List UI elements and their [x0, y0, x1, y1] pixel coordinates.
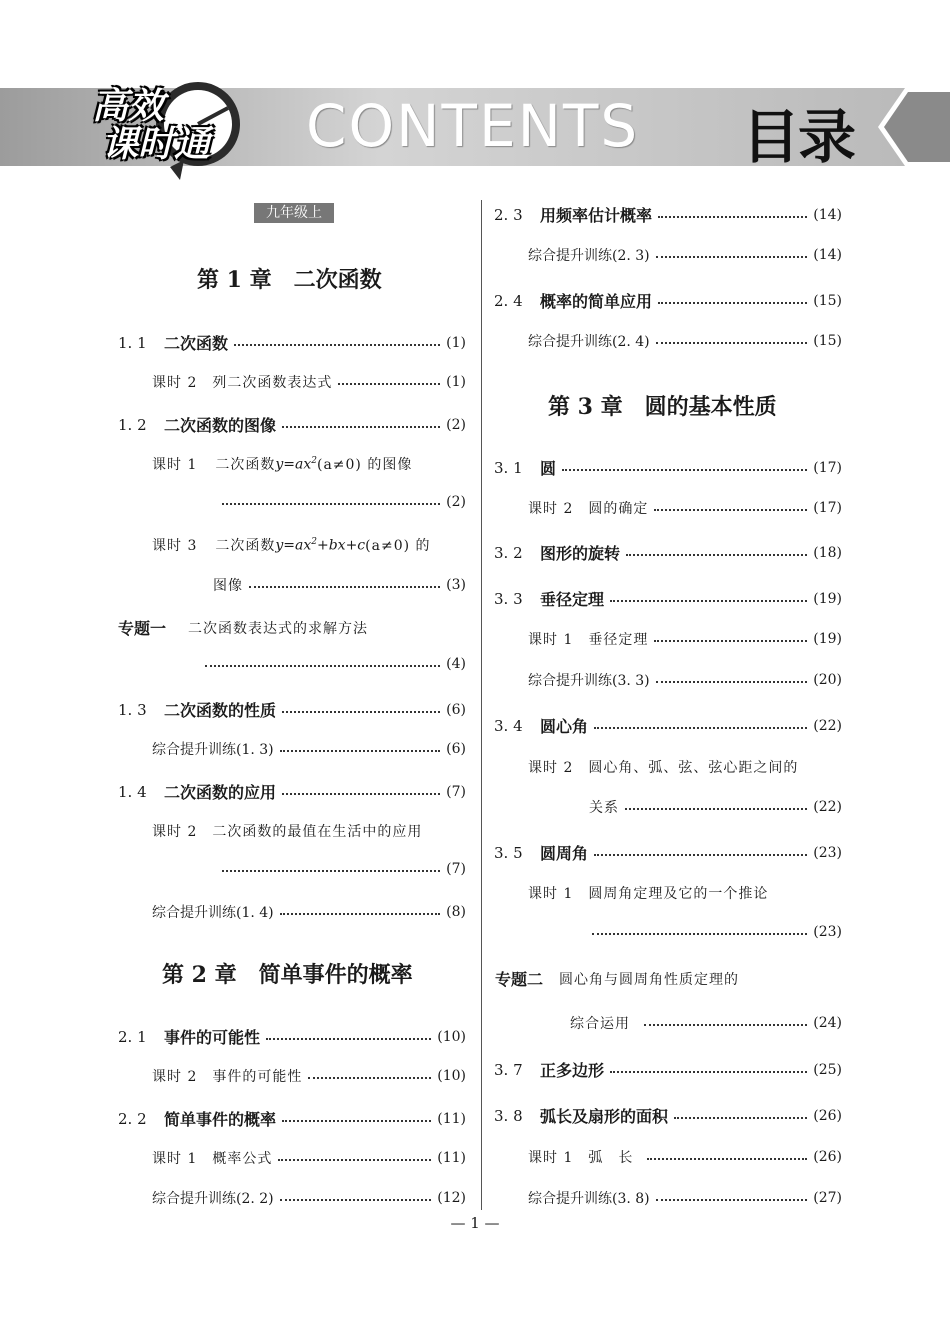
practice-title: 综合提升训练(2. 3) — [528, 248, 650, 264]
dot-leader — [282, 793, 440, 795]
toc-topic-1[interactable] — [118, 616, 368, 639]
toc-entry-3-3[interactable] — [494, 587, 842, 610]
toc-entry-1-4-z[interactable] — [152, 902, 466, 922]
page-number: (6) — [446, 701, 466, 718]
dot-leader — [266, 1038, 431, 1040]
toc-entry-1-4-k2[interactable] — [152, 821, 422, 841]
dot-leader — [592, 933, 807, 935]
lesson-title-b: 关系 — [589, 800, 619, 816]
contents-word: CONTENTS — [306, 92, 640, 160]
section-title: 概率的简单应用 — [540, 292, 653, 311]
topic-title-a: 圆心角与圆周角性质定理的 — [559, 971, 740, 988]
page-number: (7) — [446, 783, 466, 800]
dot-leader — [656, 342, 808, 344]
toc-entry-3-5-k1-leader — [592, 924, 842, 940]
lesson-title-a: 二次函数 — [215, 538, 276, 554]
practice-title: 综合提升训练(1. 3) — [152, 742, 274, 758]
dot-leader — [282, 426, 440, 428]
dot-leader — [338, 383, 440, 385]
column-divider — [481, 200, 482, 1210]
toc-entry-1-2[interactable] — [118, 413, 466, 436]
page-number: (15) — [813, 292, 842, 309]
dot-leader — [282, 711, 440, 713]
section-title: 二次函数的图像 — [164, 416, 277, 435]
dot-leader — [280, 1199, 432, 1201]
lesson-title: 课时 1 圆周角定理及它的一个推论 — [528, 886, 769, 902]
grade-badge: 九年级上 — [254, 203, 334, 223]
toc-entry-1-1[interactable] — [118, 331, 466, 354]
section-title: 圆周角 — [540, 844, 589, 863]
page-number: (2) — [446, 416, 466, 433]
toc-entry-3-5-k1[interactable] — [528, 883, 768, 903]
page-number: (6) — [446, 741, 466, 757]
formula-y-ax2-bx-c: $y=ax^2+bx+c$ — [275, 536, 366, 554]
toc-entry-1-4[interactable] — [118, 780, 466, 803]
section-title: 正多边形 — [540, 1061, 605, 1080]
practice-title: 综合提升训练(2. 4) — [528, 334, 650, 350]
practice-title: 综合提升训练(2. 2) — [152, 1191, 274, 1207]
lesson-title: 课时 1 弧 长 — [528, 1150, 634, 1166]
section-number: 3. 2 — [494, 543, 523, 562]
toc-entry-2-1-k2[interactable] — [152, 1066, 466, 1086]
toc-entry-2-2-k1[interactable] — [152, 1148, 466, 1168]
toc-entry-3-8-z[interactable] — [528, 1188, 842, 1208]
page-number: (19) — [813, 631, 842, 647]
toc-entry-3-4-k2[interactable] — [528, 757, 798, 777]
toc-entry-3-3-z[interactable] — [528, 670, 842, 690]
section-title: 弧长及扇形的面积 — [540, 1107, 669, 1126]
dot-leader — [658, 216, 807, 218]
toc-entry-3-8[interactable] — [494, 1104, 842, 1127]
section-number: 1. 3 — [118, 700, 147, 719]
topic-label: 专题一 — [118, 619, 167, 638]
section-number: 3. 4 — [494, 716, 523, 735]
dot-leader — [234, 344, 440, 346]
section-number: 3. 3 — [494, 589, 523, 608]
toc-topic-1-leader — [205, 656, 466, 672]
lesson-title: 课时 1 垂径定理 — [528, 632, 649, 648]
formula-y-ax2: $y=ax^2$ — [275, 455, 317, 473]
dot-leader — [674, 1117, 807, 1119]
page-footer-number: — 1 — — [450, 1214, 500, 1232]
toc-entry-3-1-k2[interactable] — [528, 498, 842, 518]
toc-entry-2-4[interactable] — [494, 289, 842, 312]
dot-leader — [222, 503, 440, 505]
page-number: (24) — [813, 1015, 842, 1031]
page-number: (22) — [813, 799, 842, 815]
toc-entry-3-8-k1[interactable] — [528, 1147, 842, 1167]
page-number: (19) — [813, 590, 842, 607]
topic-title: 二次函数表达式的求解方法 — [188, 620, 369, 637]
dot-leader — [610, 1071, 807, 1073]
page-number: (18) — [813, 544, 842, 561]
toc-entry-3-4[interactable] — [494, 714, 842, 737]
page-number: (25) — [813, 1061, 842, 1078]
dot-leader — [647, 1158, 807, 1160]
page-number: (1) — [446, 374, 466, 390]
dot-leader — [308, 1077, 431, 1079]
dot-leader — [625, 808, 807, 810]
mulu-title: 目录 — [742, 103, 855, 171]
dot-leader — [205, 665, 440, 667]
toc-entry-3-5[interactable] — [494, 841, 842, 864]
section-number: 1. 2 — [118, 415, 147, 434]
lesson-title-a: 课时 2 圆心角、弧、弦、弦心距之间的 — [528, 760, 799, 776]
dot-leader — [656, 1199, 808, 1201]
section-number: 3. 8 — [494, 1106, 523, 1125]
dot-leader — [282, 1120, 431, 1122]
toc-entry-3-7[interactable] — [494, 1058, 842, 1081]
section-title: 垂径定理 — [540, 590, 605, 609]
dot-leader — [280, 913, 441, 915]
page-number: (7) — [446, 861, 466, 877]
lesson-title: 课时 1 概率公式 — [152, 1151, 273, 1167]
chapter-2-title: 第 2 章 简单事件的概率 — [162, 962, 413, 988]
page-number: (14) — [813, 247, 842, 263]
page-number: (4) — [446, 656, 466, 672]
lesson-title-a: 二次函数 — [215, 457, 276, 473]
dot-leader — [594, 854, 807, 856]
section-title: 事件的可能性 — [164, 1028, 261, 1047]
lesson-title: 课时 2 列二次函数表达式 — [152, 375, 333, 391]
page-number: (26) — [813, 1107, 842, 1124]
topic-title-b: 综合运用 — [570, 1016, 630, 1032]
toc-topic-2[interactable] — [495, 967, 739, 990]
dot-leader — [562, 469, 807, 471]
toc-entry-3-2[interactable] — [494, 541, 842, 564]
section-number: 2. 1 — [118, 1027, 147, 1046]
chapter-3-title: 第 3 章 圆的基本性质 — [548, 394, 777, 420]
lesson-label: 课时 3 — [152, 538, 198, 554]
toc-entry-3-3-k1[interactable] — [528, 629, 842, 649]
lesson-title-b: (a≠0) 的图像 — [316, 457, 413, 473]
dot-leader — [644, 1024, 807, 1026]
section-title: 二次函数 — [164, 334, 229, 353]
lesson-title: 课时 2 圆的确定 — [528, 501, 649, 517]
lesson-title: 课时 2 事件的可能性 — [152, 1069, 303, 1085]
dot-leader — [249, 586, 440, 588]
dot-leader — [656, 681, 808, 683]
page-number: (17) — [813, 500, 842, 516]
toc-entry-1-3[interactable] — [118, 698, 466, 721]
section-number: 3. 7 — [494, 1060, 523, 1079]
section-title: 圆 — [540, 459, 557, 478]
toc-entry-1-2-k3-cont — [213, 575, 466, 595]
page-number: (23) — [813, 844, 842, 861]
page-number: (22) — [813, 717, 842, 734]
page-number: (23) — [813, 924, 842, 940]
lesson-title-b: (a≠0) 的 — [365, 538, 431, 554]
page-number: (12) — [437, 1190, 466, 1206]
section-title: 图形的旋转 — [540, 544, 621, 563]
toc-entry-2-4-z[interactable] — [528, 331, 842, 351]
section-title: 圆心角 — [540, 717, 589, 736]
page-number: (8) — [446, 904, 466, 920]
lesson-title-c: 图像 — [213, 578, 243, 594]
dot-leader — [626, 554, 807, 556]
page-number: (3) — [446, 577, 466, 593]
toc-entry-1-3-z[interactable] — [152, 739, 466, 759]
toc-entry-1-2-k1[interactable] — [152, 454, 412, 474]
practice-title: 综合提升训练(3. 8) — [528, 1191, 650, 1207]
dot-leader — [278, 1159, 431, 1161]
page-number: (14) — [813, 206, 842, 223]
page-number: (26) — [813, 1149, 842, 1165]
page-number: (11) — [437, 1110, 466, 1127]
toc-entry-3-4-k2-cont — [589, 797, 842, 817]
toc-entry-2-2[interactable] — [118, 1107, 466, 1130]
toc-entry-1-2-k3[interactable] — [152, 535, 431, 555]
toc-entry-1-1-k2[interactable] — [152, 372, 466, 392]
chapter-1-title: 第 1 章 二次函数 — [197, 267, 382, 293]
page-number: (20) — [813, 672, 842, 688]
logo-line1: 高效 — [92, 86, 165, 127]
page-number: (27) — [813, 1190, 842, 1206]
section-number: 1. 4 — [118, 782, 147, 801]
page-number: (11) — [437, 1150, 466, 1166]
section-title: 二次函数的性质 — [164, 701, 277, 720]
section-title: 二次函数的应用 — [164, 783, 277, 802]
section-number: 2. 2 — [118, 1109, 147, 1128]
section-number: 2. 3 — [494, 205, 523, 224]
page-number: (15) — [813, 333, 842, 349]
dot-leader — [654, 640, 807, 642]
practice-title: 综合提升训练(1. 4) — [152, 905, 274, 921]
section-number: 3. 5 — [494, 843, 523, 862]
toc-entry-2-2-z[interactable] — [152, 1188, 466, 1208]
lesson-label: 课时 1 — [152, 457, 198, 473]
section-title: 用频率估计概率 — [540, 206, 653, 225]
lesson-title: 课时 2 二次函数的最值在生活中的应用 — [152, 824, 423, 840]
toc-entry-1-2-k1-leader — [222, 494, 466, 510]
dot-leader — [656, 256, 808, 258]
dot-leader — [610, 600, 807, 602]
toc-entry-2-1[interactable] — [118, 1025, 466, 1048]
section-number: 2. 4 — [494, 291, 523, 310]
practice-title: 综合提升训练(3. 3) — [528, 673, 650, 689]
page-number: (10) — [437, 1068, 466, 1084]
page-number: (1) — [446, 334, 466, 351]
toc-entry-1-4-k2-leader — [222, 861, 466, 877]
section-number: 3. 1 — [494, 458, 523, 477]
page-number: (10) — [437, 1028, 466, 1045]
page-number: (2) — [446, 494, 466, 510]
dot-leader — [594, 727, 807, 729]
logo-line2: 课时通 — [102, 124, 211, 165]
section-number: 1. 1 — [118, 333, 147, 352]
toc-entry-2-3[interactable] — [494, 203, 842, 226]
dot-leader — [222, 870, 440, 872]
page-number: (17) — [813, 459, 842, 476]
section-title: 简单事件的概率 — [164, 1110, 277, 1129]
toc-topic-2-cont — [570, 1013, 842, 1033]
dot-leader — [654, 509, 807, 511]
dot-leader — [658, 302, 807, 304]
dot-leader — [280, 750, 441, 752]
topic-label: 专题二 — [495, 970, 544, 989]
toc-entry-2-3-z[interactable] — [528, 245, 842, 265]
logo-text — [92, 88, 222, 164]
toc-entry-3-1[interactable] — [494, 456, 842, 479]
